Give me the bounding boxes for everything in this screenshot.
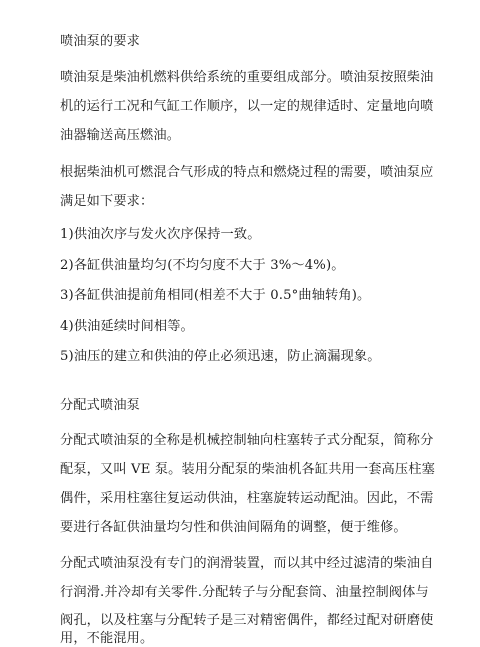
paragraph-line: 机的运行工况和气缸工作顺序，以一定的规律适时、定量地向喷 xyxy=(60,99,434,114)
paragraph-line: 阀孔，以及柱塞与分配转子是三对精密偶件，都经过配对研磨使 xyxy=(60,613,434,628)
paragraph-line: 行润滑.并冷却有关零件.分配转子与分配套筒、油量控制阀体与 xyxy=(60,585,429,600)
paragraph-line: 要进行各缸供油量均匀性和供油间隔角的调整，便于维修。 xyxy=(60,520,407,535)
requirement-item: 4)供油延续时间相等。 xyxy=(60,319,194,334)
requirement-item: 5)油压的建立和供油的停止必须迅速，防止滴漏现象。 xyxy=(60,349,381,364)
section-heading-distributor-pump: 分配式喷油泵 xyxy=(60,398,141,413)
paragraph-line: 配泵，又叫 VE 泵。装用分配泵的柴油机各缸共用一套高压柱塞 xyxy=(60,462,435,477)
paragraph-line: 油器输送高压燃油。 xyxy=(60,128,181,143)
requirement-item: 2)各缸供油量均匀(不均匀度不大于 3%～4%)。 xyxy=(60,258,345,273)
requirement-item: 3)各缸供油提前角相同(相差不大于 0.5°曲轴转角)。 xyxy=(60,288,371,303)
paragraph-line: 喷油泵是柴油机燃料供给系统的重要组成部分。喷油泵按照柴油 xyxy=(60,70,434,85)
paragraph-line: 用，不能混用。 xyxy=(60,631,154,646)
paragraph-line: 根据柴油机可燃混合气形成的特点和燃烧过程的需要，喷油泵应 xyxy=(60,165,434,180)
requirement-item: 1)供油次序与发火次序保持一致。 xyxy=(60,227,261,242)
paragraph-line: 偶件，采用柱塞往复运动供油，柱塞旋转运动配油。因此，不需 xyxy=(60,491,434,506)
paragraph-line: 满足如下要求： xyxy=(60,194,154,209)
paragraph-line: 分配式喷油泵没有专门的润滑装置，而以其中经过滤清的柴油自 xyxy=(60,556,434,571)
paragraph-line: 分配式喷油泵的全称是机械控制轴向柱塞转子式分配泵，简称分 xyxy=(60,433,434,448)
section-heading-injection-pump-requirements: 喷油泵的要求 xyxy=(60,34,141,49)
